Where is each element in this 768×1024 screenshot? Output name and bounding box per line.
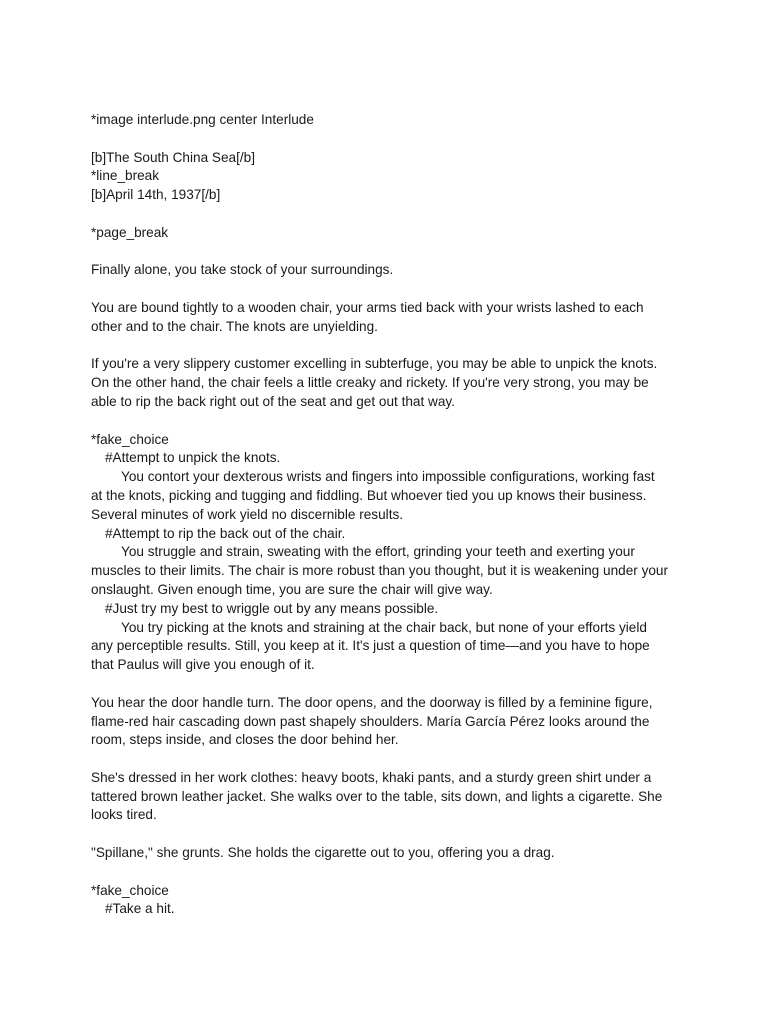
text-line: "Spillane," she grunts. She holds the cigarette out to you, offering you a drag. [91, 845, 555, 861]
text-line: able to rip the back right out of the seat and get out that way. [91, 393, 455, 409]
text-line: *fake_choice [91, 882, 169, 898]
text-line: room, steps inside, and closes the door behind her. [91, 732, 399, 748]
text-line: that Paulus will give you enough of it. [91, 657, 315, 673]
blank-line [91, 675, 691, 694]
text-line: *image interlude.png center Interlude [91, 112, 314, 127]
blank-line [91, 825, 691, 844]
text-line: You struggle and strain, sweating with the effort, grinding your teeth and exerting your [121, 544, 635, 560]
text-line: *fake_choice [91, 431, 169, 447]
text-line: You try picking at the knots and straining at the chair back, but none of your efforts yield [121, 619, 647, 635]
text-line: *page_break [91, 224, 169, 240]
blank-line [91, 205, 691, 224]
text-line: tattered brown leather jacket. She walks over to the table, sits down, and lights a cigarette. She [91, 788, 663, 804]
text-line: On the other hand, the chair feels a little creaky and rickety. If you're very strong, you may be [91, 375, 649, 391]
text-line: If you're a very slippery customer excelling in subterfuge, you may be able to unpick the knots. [91, 356, 658, 372]
text-line: looks tired. [91, 807, 157, 823]
text-line: Finally alone, you take stock of your surroundings. [91, 262, 394, 278]
text-line: any perceptible results. Still, you keep at it. It's just a question of time—and you have to hope [91, 638, 650, 654]
text-line: muscles to their limits. The chair is more robust than you thought, but it is weakening under your [91, 563, 669, 579]
text-line: She's dressed in her work clothes: heavy boots, khaki pants, and a sturdy green shirt under a [91, 769, 652, 785]
text-line: at the knots, picking and tugging and fiddling. But whoever tied you up knows their business. [91, 487, 647, 503]
blank-line [91, 337, 691, 356]
blank-line [91, 412, 691, 431]
blank-line [91, 750, 691, 769]
text-line: other and to the chair. The knots are unyielding. [91, 318, 378, 334]
text-line: You hear the door handle turn. The door opens, and the doorway is filled by a feminine figure, [91, 694, 653, 710]
blank-line [91, 863, 691, 882]
text-line: #Attempt to unpick the knots. [105, 450, 281, 466]
text-line: onslaught. Given enough time, you are sure the chair will give way. [91, 581, 493, 597]
text-line: *line_break [91, 168, 160, 184]
text-line: Several minutes of work yield no discernible results. [91, 506, 404, 522]
blank-line [91, 130, 691, 149]
blank-line [91, 243, 691, 262]
document-body [91, 111, 691, 919]
text-line: #Take a hit. [105, 901, 175, 917]
text-line: You are bound tightly to a wooden chair, your arms tied back with your wrists lashed to each [91, 299, 644, 315]
text-line: flame-red hair cascading down past shapely shoulders. María García Pérez looks around the [91, 713, 650, 729]
text-line: [b]April 14th, 1937[/b] [91, 187, 221, 203]
text-line: [b]The South China Sea[/b] [91, 149, 255, 165]
text-line: #Just try my best to wriggle out by any means possible. [105, 600, 439, 616]
text-line: You contort your dexterous wrists and fingers into impossible configurations, working fast [121, 469, 655, 485]
text-line: #Attempt to rip the back out of the chair. [105, 525, 346, 541]
blank-line [91, 280, 691, 299]
